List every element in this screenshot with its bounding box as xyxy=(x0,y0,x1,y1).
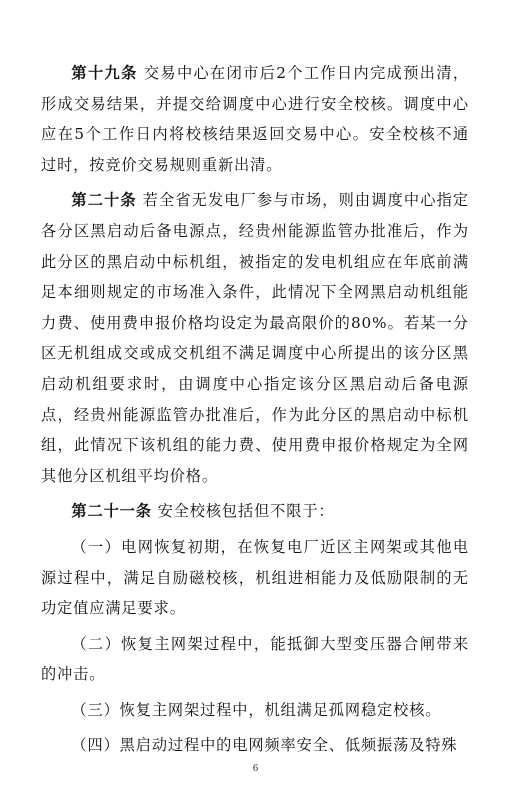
article-20 xyxy=(41,185,469,491)
article-21-title: 第二十一条 xyxy=(71,502,152,521)
document-page xyxy=(41,58,469,766)
article-21-text: 安全校核包括但不限于： xyxy=(157,502,335,521)
article-20-title: 第二十条 xyxy=(71,191,137,210)
article-21 xyxy=(41,496,469,527)
article-20-text: 若全省无发电厂参与市场，则由调度中心指定各分区黑启动后备电源点，经贵州能源监管办批准后，作为此分区的黑启动中标机组，被指定的发电机组应在年底前满足本细则规定的市场准入条件，此情况下全网黑启动机组能力费、使用费申报价格均设定为最高限价的80%。若某一分区无机组成交或成交机组不满足调度中心所提出的该分区黑启动机组要求时，由调度中心指定该分区黑启动后备电源点，经贵州能源监管办批准后，作为此分区的黑启动中标机组，此情况下该机组的能力费、使用费申报价格规定为全网其他分区机组平均价格。 xyxy=(41,191,469,485)
article-19-text: 交易中心在闭市后2个工作日内完成预出清，形成交易结果，并提交给调度中心进行安全校核。调度中心应在5个工作日内将校核结果返回交易中心。安全校核不通过时，按竞价交易规则重新出清。 xyxy=(41,64,469,174)
list-item-2: （二）恢复主网架过程中，能抵御大型变压器合闸带来的冲击。 xyxy=(41,634,469,684)
article-19 xyxy=(41,58,469,180)
article-19-title: 第十九条 xyxy=(71,64,138,82)
list-item-3: （三）恢复主网架过程中，机组满足孤网稳定校核。 xyxy=(71,700,442,719)
page-number: 6 xyxy=(252,764,259,774)
list-item-1: （一）电网恢复初期，在恢复电厂近区主网架或其他电源过程中，满足自励磁校核，机组进相能力及低励限制的无功定值应满足要求。 xyxy=(41,537,469,618)
list-item-4: （四）黑启动过程中的电网频率安全、低频振荡及特殊 xyxy=(71,736,458,755)
